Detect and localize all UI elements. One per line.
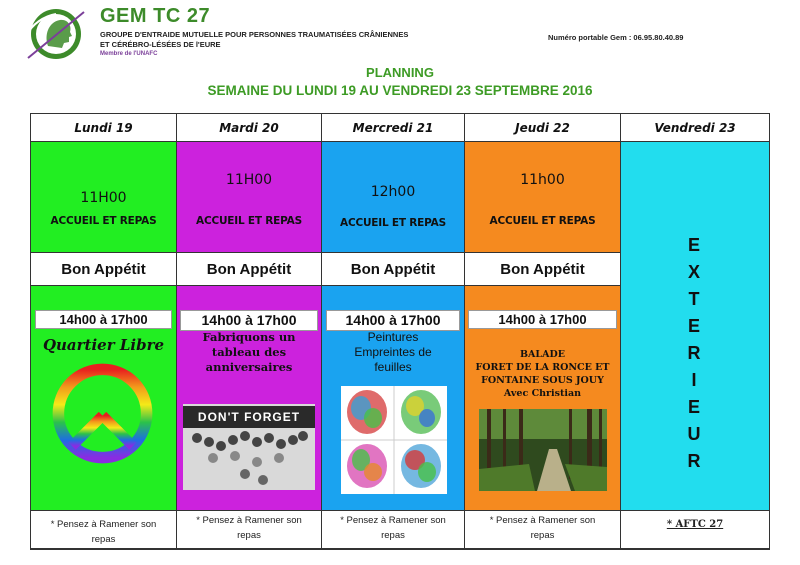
- note-tuesday: * Pensez à Ramener son repas: [177, 511, 322, 549]
- activity-title: Fabriquons un tableau des anniversaires: [202, 330, 296, 374]
- phone-number: Numéro portable Gem : 06.95.80.40.89: [548, 33, 684, 42]
- afternoon-time: 14h00 à 17h00: [468, 310, 617, 329]
- note-wednesday: * Pensez à Ramener son repas: [322, 511, 465, 549]
- org-description: [100, 30, 408, 50]
- planning-table: [30, 113, 770, 550]
- bon-appetit-monday: Bon Appétit: [31, 253, 177, 286]
- org-name: GEM TC 27: [100, 5, 211, 27]
- meal-cell-wednesday: [322, 142, 465, 253]
- meal-time: 12h00: [370, 184, 416, 200]
- meal-time: 11h00: [520, 172, 565, 188]
- day-header-friday: Vendredi 23: [621, 114, 769, 142]
- org-desc-line1: GROUPE D'ENTRAIDE MUTUELLE POUR PERSONNES TRAUMATISÉES CRÂNIENNES: [100, 30, 409, 39]
- leaf-prints-image: [341, 386, 447, 494]
- meal-cell-thursday: [465, 142, 621, 253]
- day-header-monday: Lundi 19: [31, 114, 177, 142]
- bon-appetit-wednesday: Bon Appétit: [322, 253, 465, 286]
- note-friday-aftc: * AFTC 27: [621, 511, 769, 549]
- afternoon-time: 14h00 à 17h00: [35, 310, 172, 329]
- friday-exterieur-cell: [621, 142, 769, 511]
- activity-cell-tuesday: [177, 286, 322, 511]
- meal-cell-monday: [31, 142, 177, 253]
- peace-sign-icon: [50, 361, 155, 466]
- activity-title: Quartier Libre: [42, 336, 165, 354]
- meal-label: ACCUEIL ET REPAS: [489, 215, 596, 227]
- activity-title: BALADE FORET DE LA RONCE ET FONTAINE SOUS JOUY Avec Christian: [475, 349, 610, 399]
- gem-logo: [22, 6, 90, 62]
- note-monday: * Pensez à Ramener son repas: [31, 511, 177, 549]
- week-title: SEMAINE DU LUNDI 19 AU VENDREDI 23 SEPTEMBRE 2016: [207, 83, 593, 98]
- dont-forget-image: DON'T FORGET: [183, 404, 315, 490]
- meal-cell-tuesday: [177, 142, 322, 253]
- afternoon-time: 14h00 à 17h00: [180, 310, 318, 331]
- bon-appetit-tuesday: Bon Appétit: [177, 253, 322, 286]
- meal-time: 11H00: [80, 190, 127, 206]
- activity-cell-monday: [31, 286, 177, 511]
- exterieur-vertical-text: E X T E R I E U R: [687, 235, 701, 471]
- day-header-tuesday: Mardi 20: [177, 114, 322, 142]
- meal-label: ACCUEIL ET REPAS: [340, 217, 446, 229]
- bon-appetit-thursday: Bon Appétit: [465, 253, 621, 286]
- meal-time: 11H00: [225, 172, 273, 188]
- day-header-thursday: Jeudi 22: [465, 114, 621, 142]
- note-thursday: * Pensez à Ramener son repas: [465, 511, 621, 549]
- org-desc-line2: ET CÉRÉBRO-LÉSÉES DE l'EURE: [100, 40, 221, 49]
- meal-label: ACCUEIL ET REPAS: [50, 215, 157, 227]
- activity-cell-wednesday: [322, 286, 465, 511]
- activity-title: Peintures Empreintes de feuilles: [354, 330, 432, 374]
- activity-cell-thursday: [465, 286, 621, 511]
- meal-label: ACCUEIL ET REPAS: [196, 215, 302, 227]
- member-label: Membre de l'UNAFC: [100, 51, 158, 57]
- forest-path-image: [479, 409, 607, 491]
- planning-title: PLANNING: [366, 65, 434, 80]
- afternoon-time: 14h00 à 17h00: [326, 310, 460, 331]
- day-header-wednesday: Mercredi 21: [322, 114, 465, 142]
